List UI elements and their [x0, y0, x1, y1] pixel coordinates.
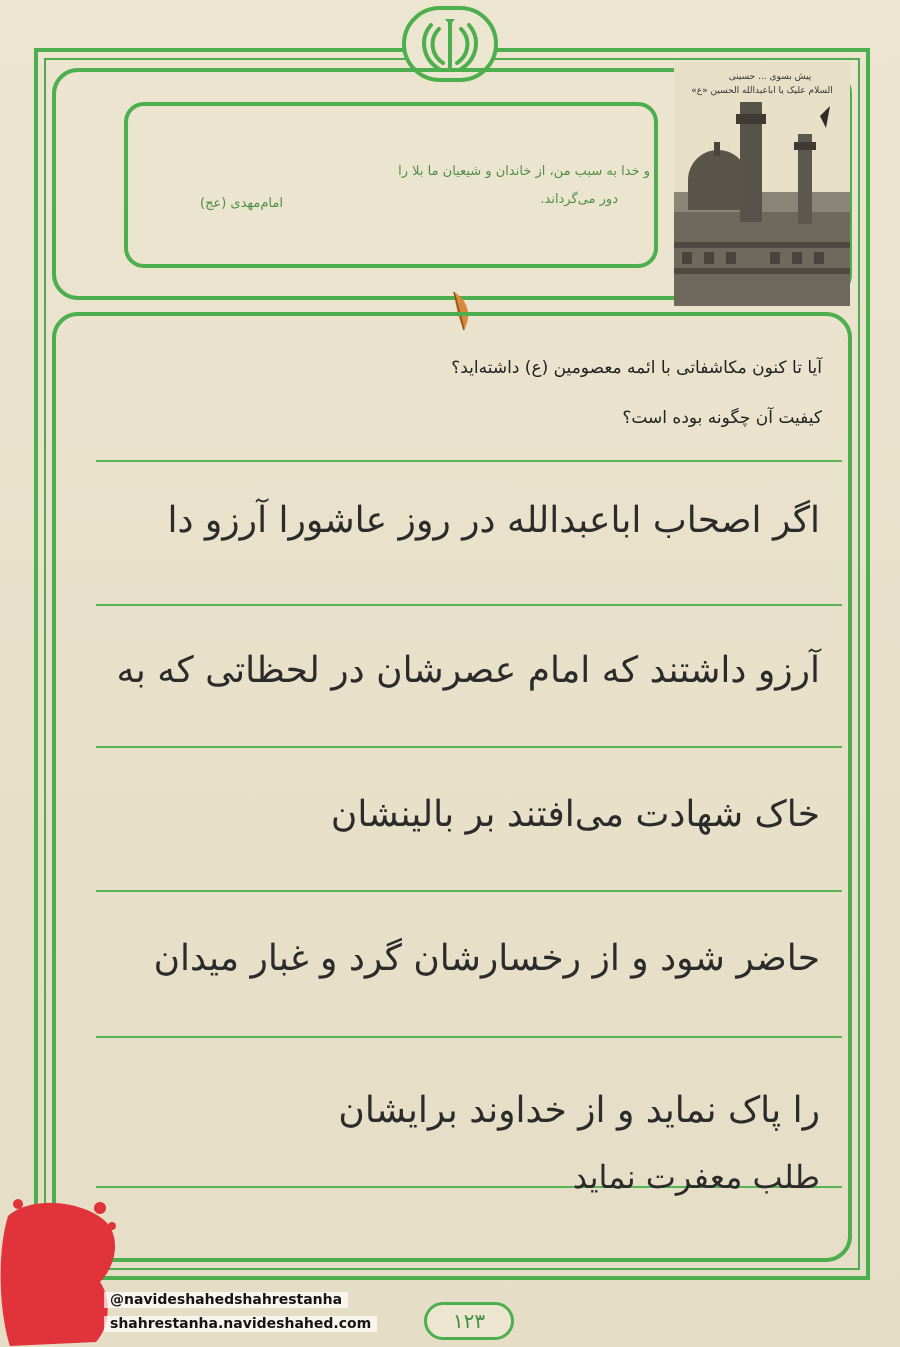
- shrine-photo-icon: [674, 62, 850, 306]
- shrine-photo: [674, 62, 850, 306]
- ruled-line: [96, 604, 842, 606]
- watermark-handle: @navideshahedshahrestanha: [104, 1292, 348, 1308]
- ruled-line: [96, 1036, 842, 1038]
- shrine-caption-1: پیش بسوی ... حسینی: [728, 72, 812, 82]
- iran-emblem-icon: [419, 15, 481, 73]
- page-number: ۱۲۳: [424, 1302, 514, 1340]
- quote-line-1: و خدا به سبب من، از خاندان و شیعیان ما بلا را: [398, 164, 650, 179]
- ruled-line: [96, 890, 842, 892]
- answer-line-2: آرزو داشتند که امام عصرشان در لحظاتی که به: [116, 650, 820, 691]
- answer-line-5: را پاک نماید و از خداوند برایشان: [338, 1090, 820, 1131]
- quote-box: [124, 102, 658, 268]
- answer-line-4: حاضر شود و از رخسارشان گرد و غبار میدان: [153, 938, 820, 979]
- question-line-1: آیا تا کنون مکاشفاتی با ائمه معصومین (ع) داشته‌اید؟: [451, 358, 822, 378]
- answer-line-6: طلب معفرت نماید: [572, 1158, 820, 1196]
- answer-line-1: اگر اصحاب اباعبدالله در روز عاشورا آرزو دا: [167, 500, 820, 541]
- answer-line-3: خاک شهادت می‌افتند بر بالینشان: [330, 794, 820, 835]
- navideshahed-logo-icon: [0, 1196, 120, 1347]
- watermark-site: shahrestanha.navideshahed.com: [104, 1316, 377, 1332]
- quote-attribution: امام‌مهدی (عج): [200, 196, 283, 211]
- quote-line-2: دور می‌گرداند.: [540, 192, 618, 207]
- question-line-2: کیفیت آن چگونه بوده است؟: [622, 408, 822, 428]
- ruled-line: [96, 460, 842, 462]
- shrine-caption-2: السلام علیک یا اباعبدالله الحسین «ع»: [691, 86, 833, 96]
- ruled-line: [96, 746, 842, 748]
